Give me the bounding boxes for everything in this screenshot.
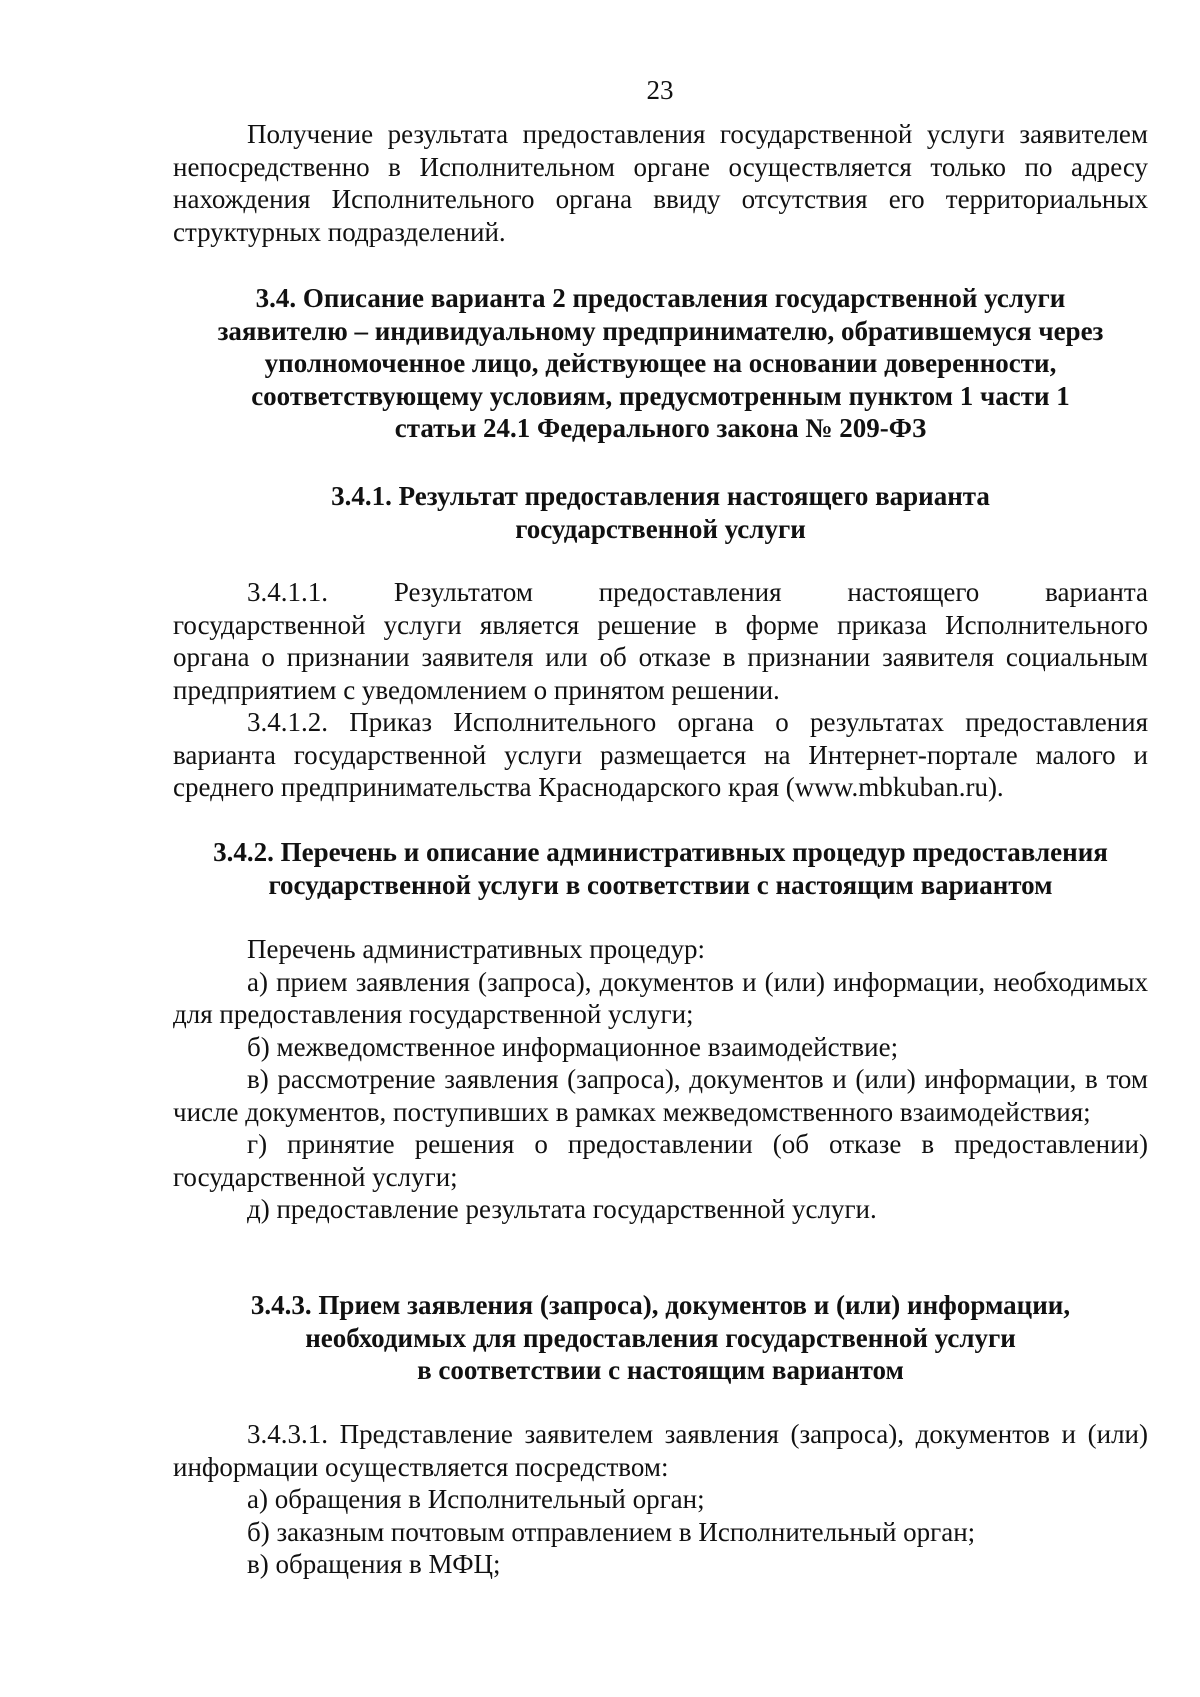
intro-paragraph: Получение результата предоставления государственной услуги заявителем непосредственно в Исполнительном органе осуществляется только по адресу нахождения Исполнительного органа ввиду отсутствия его территориальных структурных подразделений. bbox=[173, 119, 1148, 247]
section-3-4-1-heading bbox=[173, 480, 1148, 545]
list-item: б) межведомственное информационное взаимодействие; bbox=[247, 1031, 899, 1062]
paragraph-3-4-1-2: 3.4.1.2. Приказ Исполнительного органа о результатах предоставления варианта государственной услуги размещается на Интернет-портале малого и среднего предпринимательства Краснодарского края (www.mbkuban.ru). bbox=[173, 707, 1148, 802]
paragraph-3-4-3-1: 3.4.3.1. Представление заявителем заявления (запроса), документов и (или) информации осуществляется посредством: bbox=[173, 1419, 1148, 1482]
list-item: а) обращения в Исполнительный орган; bbox=[247, 1484, 705, 1514]
page-number: 23 bbox=[646, 75, 674, 105]
paragraph-first-line bbox=[173, 576, 1148, 609]
word: предоставления bbox=[598, 577, 782, 607]
heading-line: 3.4.3. Прием заявления (запроса), документов и (или) информации, bbox=[250, 1290, 1071, 1320]
heading-line: 3.4.1. Результат предоставления настоящего варианта bbox=[331, 481, 990, 511]
heading-line: 3.4.2. Перечень и описание административных процедур предоставления bbox=[213, 837, 1108, 867]
word: 3.4.1.1. bbox=[247, 577, 328, 607]
section-3-4-1-body bbox=[173, 576, 1148, 804]
word: Результатом bbox=[393, 577, 533, 607]
heading-line: 3.4. Описание варианта 2 предоставления государственной услуги bbox=[255, 283, 1066, 313]
intro-block bbox=[173, 118, 1148, 248]
heading-line: государственной услуги в соответствии с настоящим вариантом bbox=[268, 869, 1053, 900]
heading-line: соответствующему условиям, предусмотренным пунктом 1 части 1 bbox=[251, 380, 1070, 411]
paragraph-3-4-1-1-rest: государственной услуги является решение в форме приказа Исполнительного органа о признании заявителя или об отказе в признании заявителя социальным предприятием с уведомлением о принятом решении. bbox=[173, 609, 1148, 705]
list-item: г) принятие решения о предоставлении (об отказе в предоставлении) государственной услуги; bbox=[173, 1129, 1148, 1192]
list-item: а) прием заявления (запроса), документов и (или) информации, необходимых для предоставления государственной услуги; bbox=[173, 966, 1148, 1029]
list-item: д) предоставление результата государственной услуги. bbox=[247, 1194, 877, 1224]
word: варианта bbox=[1045, 577, 1148, 607]
list-intro: Перечень административных процедур: bbox=[247, 934, 706, 964]
section-3-4-2-body bbox=[173, 933, 1148, 1226]
word: настоящего bbox=[847, 577, 980, 607]
section-3-4-3-heading bbox=[173, 1289, 1148, 1387]
heading-line: статьи 24.1 Федерального закона № 209-ФЗ bbox=[394, 413, 927, 443]
section-3-4-3-body bbox=[173, 1418, 1148, 1581]
section-3-4-2-heading bbox=[173, 836, 1148, 901]
list-item: в) обращения в МФЦ; bbox=[247, 1549, 501, 1579]
list-item: в) рассмотрение заявления (запроса), документов и (или) информации, в том числе документов, поступивших в рамках межведомственного взаимодействия; bbox=[173, 1064, 1148, 1127]
heading-line: государственной услуги bbox=[515, 513, 806, 544]
heading-line: уполномоченное лицо, действующее на основании доверенности, bbox=[264, 348, 1057, 378]
heading-line: заявителю – индивидуальному предпринимателю, обратившемуся через bbox=[217, 315, 1104, 346]
heading-line: в соответствии с настоящим вариантом bbox=[417, 1355, 904, 1385]
section-3-4-heading bbox=[173, 282, 1148, 445]
list-item: б) заказным почтовым отправлением в Исполнительный орган; bbox=[247, 1516, 976, 1547]
heading-line: необходимых для предоставления государственной услуги bbox=[305, 1322, 1016, 1353]
